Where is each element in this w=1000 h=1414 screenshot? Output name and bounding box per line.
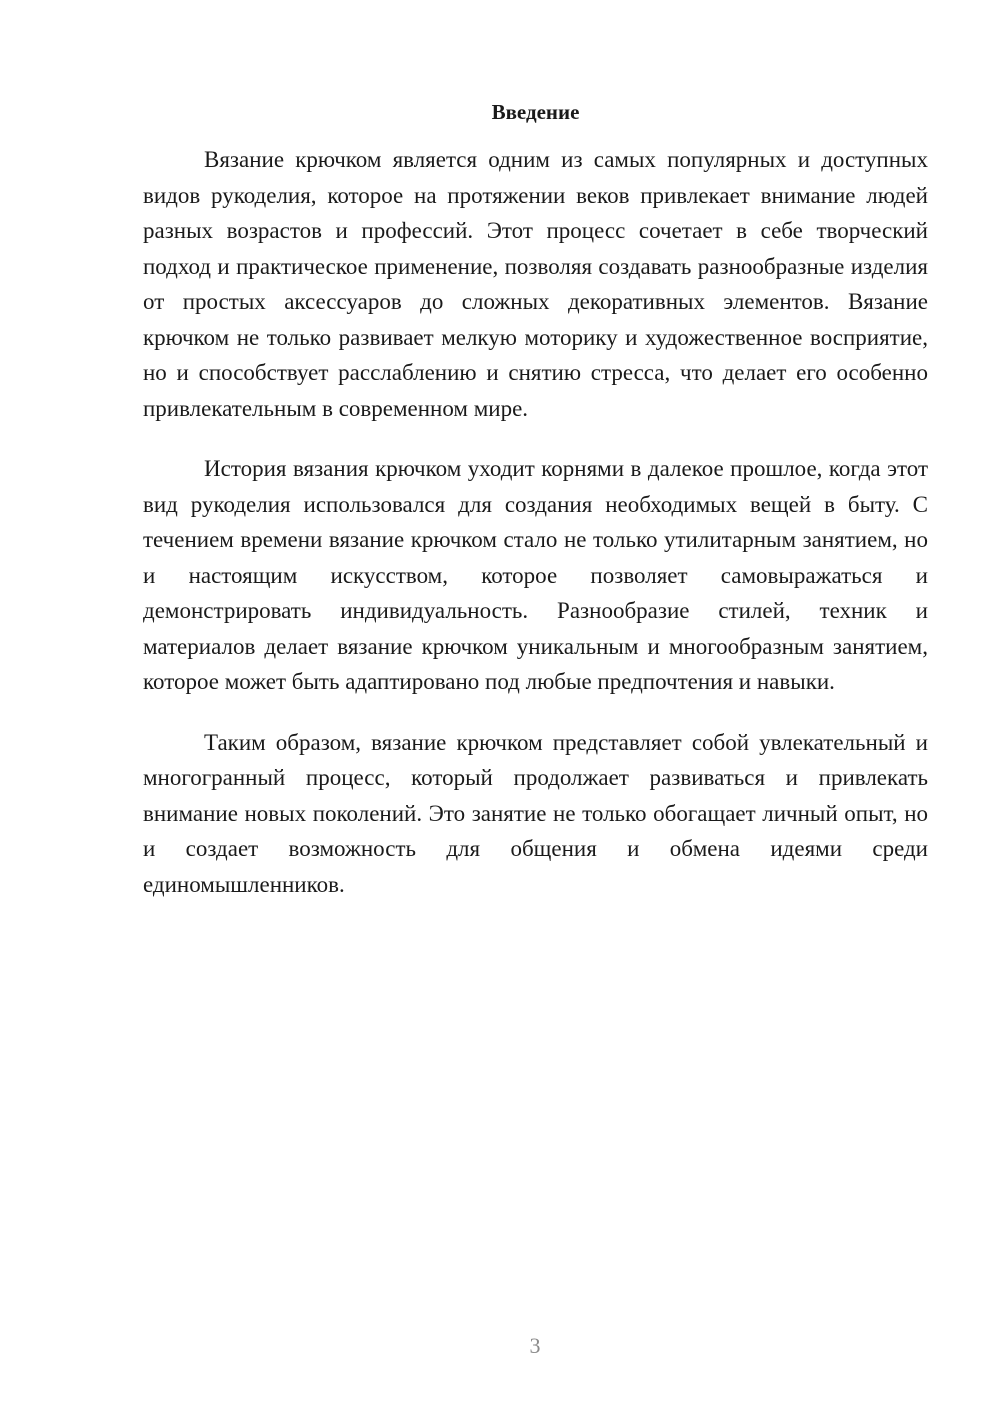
page-number: 3 — [529, 1333, 541, 1358]
section-title: Введение — [491, 100, 580, 124]
paragraph-3: Таким образом, вязание крючком представляет собой увлекательный и многогранный процесс, который продолжает развиваться и привлекать внимание новых поколений. Это занятие не только обогащает личный опыт, но и создает возможность для общения и обмена идеями среди единомышленников. — [143, 729, 928, 897]
body-text — [143, 142, 928, 927]
paragraph-2: История вязания крючком уходит корнями в далекое прошлое, когда этот вид рукоделия использовался для создания необходимых вещей в быту. С течением времени вязание крючком стало не только утилитарным занятием, но и настоящим искусством, которое позволяет самовыражаться и демонстрировать индивидуальность. Разнообразие стилей, техник и материалов делает вязание крючком уникальным и многообразным занятием, которое может быть адаптировано под любые предпочтения и навыки. — [143, 456, 928, 694]
paragraph-1: Вязание крючком является одним из самых популярных и доступных видов рукоделия, которое на протяжении веков привлекает внимание людей разных возрастов и профессий. Этот процесс сочетает в себе творческий подход и практическое применение, позволяя создавать разнообразные изделия от простых аксессуаров до сложных декоративных элементов. Вязание крючком не только развивает мелкую моторику и художественное восприятие, но и способствует расслаблению и снятию стресса, что делает его особенно привлекательным в современном мире. — [143, 147, 928, 421]
